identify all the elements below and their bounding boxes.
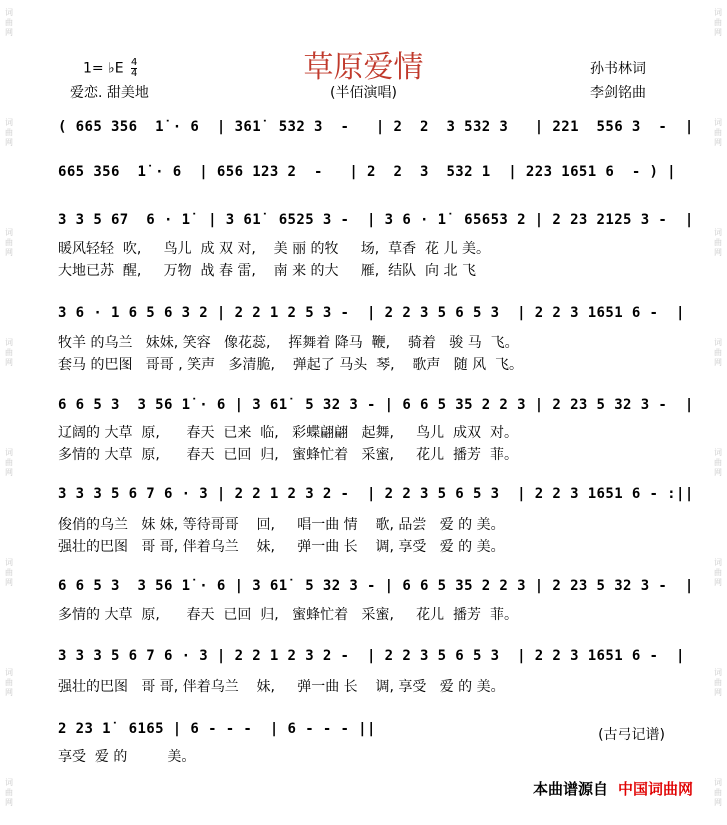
lyricist-credit: 孙书林词 [590, 61, 646, 77]
score-notes-line: 2 23 1̇ 6165 | 6 - - - | 6 - - - || [58, 721, 376, 737]
watermark-text: 词曲网 [5, 118, 13, 147]
watermark-text: 词曲网 [714, 8, 722, 37]
watermark-text: 词曲网 [5, 558, 13, 587]
score-notes-line: 6 6 5 3 3 56 1̇ · 6 | 3 61̇ 5 32 3 - | 6 6 5 35 2 2 3 | 2 23 5 32 3 - | [58, 578, 694, 594]
watermark-text: 词曲网 [714, 448, 722, 477]
performance-style: 爱恋. 甜美地 [70, 85, 149, 101]
watermark-text: 词曲网 [714, 668, 722, 697]
watermark-text: 词曲网 [5, 228, 13, 257]
source-label: 本曲谱源自 [532, 780, 608, 798]
watermark-text: 词曲网 [5, 8, 13, 37]
watermark-text: 词曲网 [5, 448, 13, 477]
score-notes-line: 3 3 3 5 6 7 6 · 3 | 2 2 1 2 3 2 - | 2 2 3 5 6 5 3 | 2 2 3 1651 6 - | [58, 648, 685, 664]
lyric-line-verse1: 俊俏的乌兰 妹 妹, 等待哥哥 回, 唱一曲 情 歌, 品尝 爱 的 美。 [58, 517, 505, 533]
watermark-text: 词曲网 [714, 778, 722, 807]
lyric-line-verse1: 多情的 大草 原, 春天 已回 归, 蜜蜂忙着 采蜜, 花儿 播芳 菲。 [58, 607, 518, 623]
lyric-line-verse1: 强壮的巴图 哥 哥, 伴着乌兰 妹, 弹一曲 长 调, 享受 爱 的 美。 [58, 679, 505, 695]
watermark-left [2, 0, 16, 825]
score-notes-line: 665 356 1̇ · 6 | 656 123 2 - | 2 2 3 532 1 | 223 1651 6 - ) | [58, 164, 677, 180]
watermark-text: 词曲网 [714, 228, 722, 257]
watermark-right [711, 0, 725, 825]
score-notes-line: ( 665 356 1̇ · 6 | 361̇ 532 3 - | 2 2 3 532 3 | 221 556 3 - | [58, 119, 694, 135]
watermark-text: 词曲网 [714, 558, 722, 587]
watermark-text: 词曲网 [5, 338, 13, 367]
lyric-line-verse2: 大地已苏 醒, 万物 战 春 雷, 南 来 的大 雁, 结队 向 北 飞 [58, 263, 476, 279]
watermark-text: 词曲网 [714, 338, 722, 367]
lyric-line-verse1: 辽阔的 大草 原, 春天 已来 临, 彩蝶翩翩 起舞, 鸟儿 成双 对。 [58, 425, 518, 441]
watermark-text: 词曲网 [5, 668, 13, 697]
watermark-text: 词曲网 [714, 118, 722, 147]
performer-subtitle: (半佰演唱) [330, 85, 397, 101]
song-title: 草原爱情 [303, 50, 424, 85]
watermark-text: 词曲网 [5, 778, 13, 807]
lyric-line-verse2: 套马 的巴图 哥哥 , 笑声 多清脆, 弹起了 马头 琴, 歌声 随 风 飞。 [58, 357, 524, 373]
lyric-line-verse1: 暖风轻轻 吹, 鸟儿 成 双 对, 美 丽 的牧 场, 草香 花 儿 美。 [58, 241, 490, 257]
lyric-line-verse2: 多情的 大草 原, 春天 已回 归, 蜜蜂忙着 采蜜, 花儿 播芳 菲。 [58, 447, 518, 463]
score-notes-line: 3 3 5 67 6 · 1̇ | 3 61̇ 6525 3 - | 3 6 · 1̇ 65653 2 | 2 23 2125 3 - | [58, 212, 694, 228]
score-notes-line: 3 3 3 5 6 7 6 · 3 | 2 2 1 2 3 2 - | 2 2 3 5 6 5 3 | 2 2 3 1651 6 - :|| [58, 486, 694, 502]
source-attribution [533, 778, 693, 799]
source-site-link[interactable]: 中国词曲网 [617, 780, 693, 798]
time-signature [131, 58, 137, 79]
lyric-line-verse1: 享受 爱 的 美。 [58, 749, 196, 765]
lyric-line-verse2: 强壮的巴图 哥 哥, 伴着乌兰 妹, 弹一曲 长 调, 享受 爱 的 美。 [58, 539, 505, 555]
key-label: 1= ♭E [83, 60, 124, 77]
lyric-line-verse1: 牧羊 的乌兰 妹妹, 笑容 像花蕊, 挥舞着 降马 鞭, 骑着 骏 马 飞。 [58, 335, 519, 351]
composer-credit: 李剑铭曲 [590, 85, 646, 101]
key-signature [83, 58, 137, 79]
time-signature-bottom: 4 [131, 68, 138, 79]
notation-credit: (古弓记谱) [598, 727, 665, 743]
time-signature-top: 4 [131, 57, 138, 68]
score-notes-line: 6 6 5 3 3 56 1̇ · 6 | 3 61̇ 5 32 3 - | 6 6 5 35 2 2 3 | 2 23 5 32 3 - | [58, 397, 694, 413]
score-notes-line: 3 6 · 1 6 5 6 3 2 | 2 2 1 2 5 3 - | 2 2 3 5 6 5 3 | 2 2 3 1651 6 - | [58, 305, 685, 321]
